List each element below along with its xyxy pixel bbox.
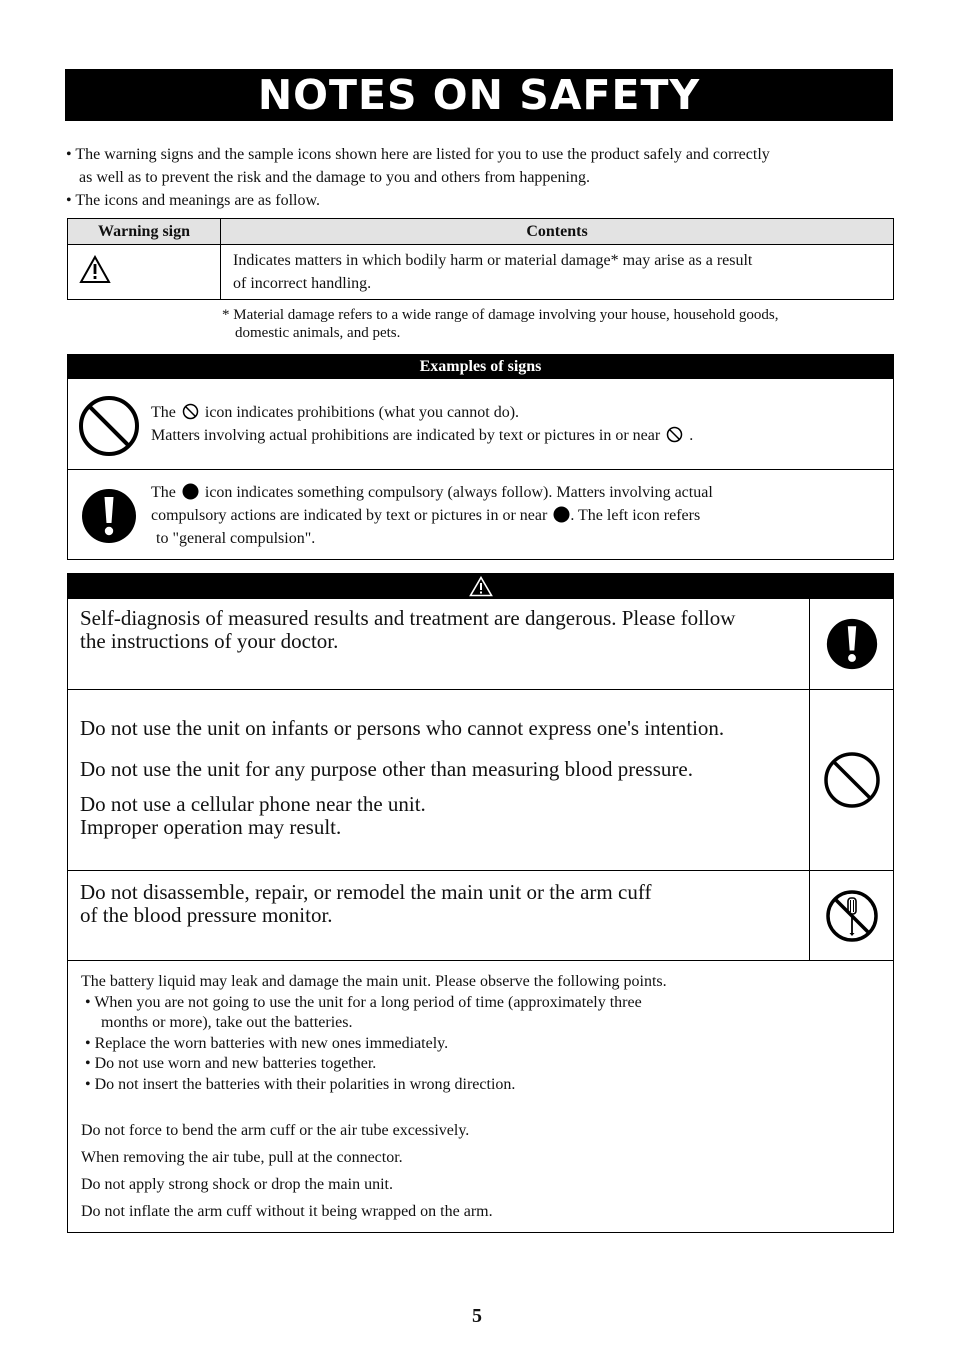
handling-statement: When removing the air tube, pull at the connector. bbox=[81, 1149, 403, 1166]
prohibition-phone-line-2: Improper operation may result. bbox=[80, 815, 342, 839]
prohibition-inline-icon bbox=[666, 426, 683, 443]
page-number: 5 bbox=[472, 1305, 482, 1327]
contents-line-1: Indicates matters in which bodily harm or material damage* may arise as a result bbox=[233, 252, 753, 269]
prohibition-purpose: Do not use the unit for any purpose other than measuring blood pressure. bbox=[80, 757, 693, 781]
prohibition-inline-icon bbox=[182, 403, 199, 420]
compulsory-line-3: to "general compulsion". bbox=[156, 530, 316, 547]
compulsory-the: The bbox=[151, 484, 176, 501]
handling-statement: Do not force to bend the arm cuff or the air tube excessively. bbox=[81, 1122, 470, 1139]
prohibition-example bbox=[68, 379, 893, 470]
prohibition-infants: Do not use the unit on infants or persons who cannot express one's intention. bbox=[80, 716, 725, 740]
warning-triangle-icon bbox=[469, 576, 493, 597]
page-title: NOTES ON SAFETY bbox=[257, 71, 701, 119]
compulsory-inline-icon bbox=[182, 483, 199, 500]
contents-header: Contents bbox=[221, 219, 894, 245]
handling-statement: Do not apply strong shock or drop the main unit. bbox=[81, 1176, 393, 1193]
examples-header: Examples of signs bbox=[68, 355, 893, 379]
prohibition-line-2-end: . bbox=[689, 427, 694, 444]
battery-bullet-1-line-1: • When you are not going to use the unit for a long period of time (approximately three bbox=[85, 993, 642, 1011]
no-disassembly-icon bbox=[825, 889, 879, 943]
examples-of-signs bbox=[67, 354, 894, 560]
intro-text bbox=[66, 143, 896, 212]
battery-intro: The battery liquid may leak and damage the main unit. Please observe the following points. bbox=[81, 973, 667, 990]
battery-bullet-1-line-2: months or more), take out the batteries. bbox=[101, 1014, 353, 1031]
footnote bbox=[222, 306, 882, 342]
warning-triangle-icon bbox=[79, 255, 111, 285]
exclamation-icon bbox=[825, 617, 879, 671]
warning-sign-table bbox=[67, 218, 894, 300]
battery-and-handling-notes bbox=[68, 961, 893, 1225]
prohibition-the: The bbox=[151, 404, 176, 421]
prohibition-icon bbox=[78, 395, 140, 457]
intro-line-3: • The icons and meanings are as follow. bbox=[66, 192, 320, 209]
prohibition-icon bbox=[823, 751, 881, 809]
exclamation-icon bbox=[80, 487, 138, 545]
compulsory-line-2: compulsory actions are indicated by text or pictures in or near bbox=[151, 507, 548, 524]
compulsory-inline-icon bbox=[553, 506, 570, 523]
footnote-line-2: domestic animals, and pets. bbox=[235, 325, 401, 341]
disassembly-line-1: Do not disassemble, repair, or remodel the main unit or the arm cuff bbox=[80, 880, 652, 904]
self-diagnosis-line-2: the instructions of your doctor. bbox=[80, 629, 339, 653]
handling-statement: Do not inflate the arm cuff without it being wrapped on the arm. bbox=[81, 1203, 493, 1220]
compulsory-line-1: icon indicates something compulsory (always follow). Matters involving actual bbox=[204, 484, 713, 501]
caution-row-disassembly bbox=[68, 871, 893, 961]
contents-line-2: of incorrect handling. bbox=[233, 275, 372, 292]
compulsory-line-2-end: . The left icon refers bbox=[570, 507, 701, 524]
caution-section bbox=[67, 573, 894, 1233]
disassembly-line-2: of the blood pressure monitor. bbox=[80, 903, 333, 927]
prohibition-phone-line-1: Do not use a cellular phone near the unit. bbox=[80, 792, 426, 816]
prohibition-line-2: Matters involving actual prohibitions are indicated by text or pictures in or near bbox=[151, 427, 661, 444]
prohibition-line-1: icon indicates prohibitions (what you cannot do). bbox=[204, 404, 520, 421]
caution-row-prohibitions bbox=[68, 690, 893, 871]
warning-sign-header: Warning sign bbox=[68, 219, 221, 245]
battery-bullet-2: • Replace the worn batteries with new ones immediately. bbox=[85, 1034, 449, 1052]
self-diagnosis-line-1: Self-diagnosis of measured results and treatment are dangerous. Please follow bbox=[80, 606, 736, 630]
intro-line-2: as well as to prevent the risk and the damage to you and others from happening. bbox=[79, 169, 590, 186]
battery-bullet-4: • Do not insert the batteries with their polarities in wrong direction. bbox=[85, 1075, 516, 1093]
footnote-line-1: * Material damage refers to a wide range of damage involving your house, household goods, bbox=[222, 307, 779, 323]
page-title-bar bbox=[65, 69, 893, 121]
caution-row-self-diagnosis bbox=[68, 599, 893, 690]
compulsory-example bbox=[68, 470, 893, 560]
intro-line-1: • The warning signs and the sample icons shown here are listed for you to use the product safely and correctly bbox=[66, 146, 770, 163]
battery-bullet-3: • Do not use worn and new batteries together. bbox=[85, 1055, 377, 1072]
